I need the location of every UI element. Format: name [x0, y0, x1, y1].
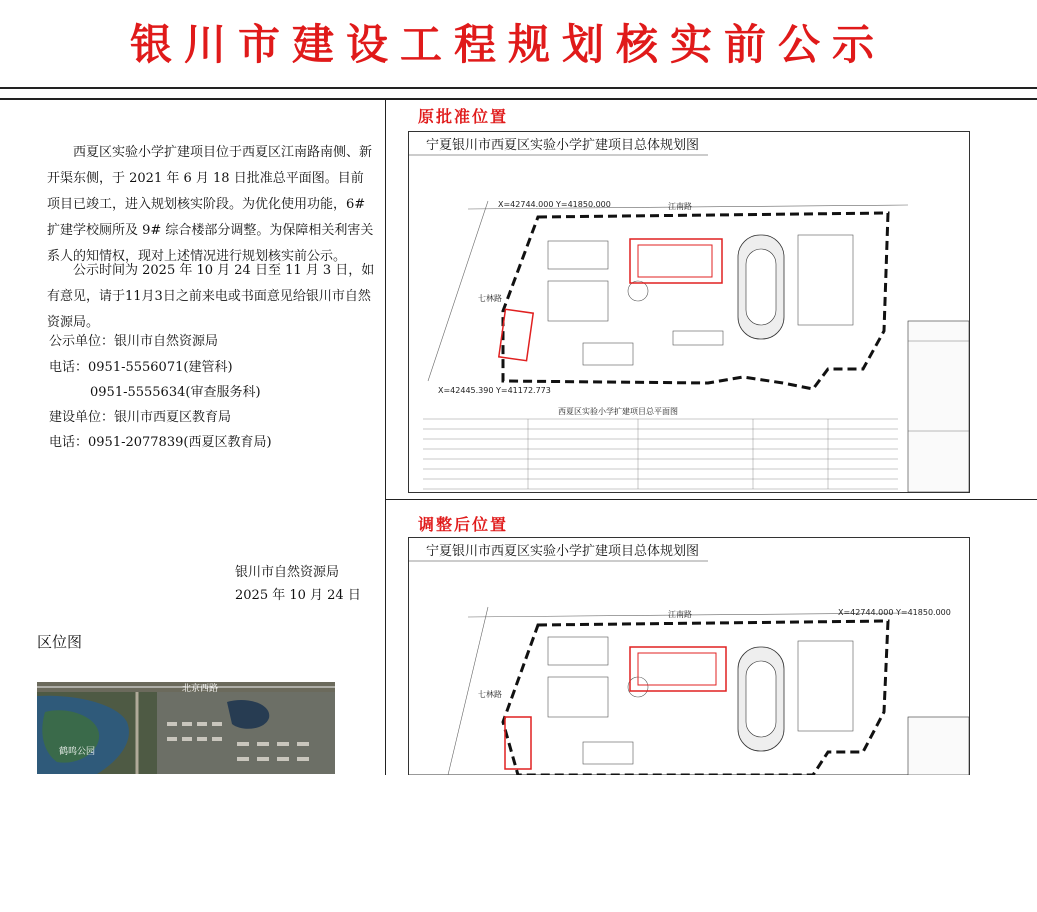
notice-phone-2: 0951-5555634(审查服务科) [90, 385, 261, 400]
notice-paragraph-1: 西夏区实验小学扩建项目位于西夏区江南路南侧、新开渠东侧，于 2021 年 6 月 18 日批准总平面图。目前项目已竣工，进入规划核实阶段。为优化使用功能，6# 扩建学校厕所及 9# 综合楼部分调整。为保障相关利害关系人的知情权，现对上述情况进行规划核实前公示。 [47, 145, 374, 264]
notice-phone-1: 电话：0951-5556071(建管科) [49, 360, 233, 375]
adjusted-position-label: 调整后位置 [418, 515, 509, 534]
original-coord-top: X=42744.000 Y=41850.000 [498, 200, 611, 209]
original-drawing-title: 宁夏银川市西夏区实验小学扩建项目总体规划图 [426, 138, 700, 153]
location-map-label: 区位图 [37, 633, 83, 651]
signature-date: 2025 年 10 月 24 日 [235, 588, 361, 603]
plan-divider [386, 499, 1037, 500]
original-road-south: 江南路 [668, 202, 692, 211]
notice-paragraph-2: 公示时间为 2025 年 10 月 24 日至 11 月 3 日，如有意见，请于11月3日之前来电或书面意见给银川市自然资源局。 [47, 263, 375, 330]
header-rule-top [0, 87, 1037, 89]
adjusted-road-south: 江南路 [668, 610, 692, 619]
original-coord-bottom: X=42445.390 Y=41172.773 [438, 386, 551, 395]
map-park-label: 鹤鸣公园 [59, 747, 96, 757]
original-road-west: 七林路 [478, 294, 502, 303]
column-divider [385, 100, 386, 775]
adjusted-plan-drawing [408, 537, 970, 775]
original-plan-drawing [408, 131, 970, 493]
adjusted-drawing-title: 宁夏银川市西夏区实验小学扩建项目总体规划图 [426, 544, 700, 559]
notice-unit: 公示单位：银川市自然资源局 [49, 334, 219, 349]
header-rule-bottom [0, 98, 1037, 100]
location-map [37, 682, 335, 774]
signature-org: 银川市自然资源局 [235, 565, 340, 580]
original-sub-title: 西夏区实验小学扩建项目总平面图 [558, 407, 678, 416]
notice-builder: 建设单位：银川市西夏区教育局 [49, 410, 232, 425]
original-position-label: 原批准位置 [418, 107, 509, 126]
adjusted-coord-top: X=42744.000 Y=41850.000 [838, 608, 951, 617]
notice-builder-phone: 电话：0951-2077839(西夏区教育局) [49, 435, 272, 450]
map-road-label: 北京西路 [182, 684, 219, 694]
adjusted-road-west: 七林路 [478, 690, 502, 699]
page-title: 银川市建设工程规划核实前公示 [130, 20, 887, 69]
